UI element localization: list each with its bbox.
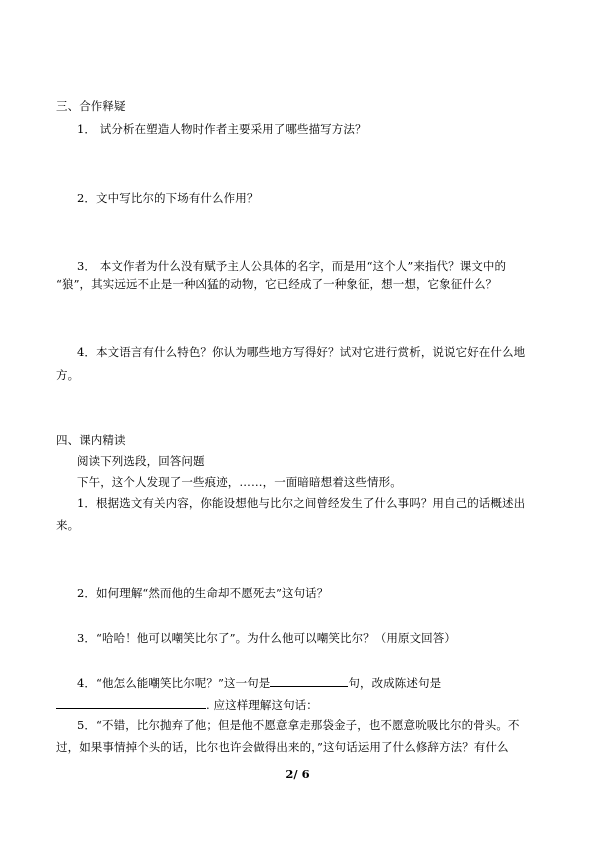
question-4-3: 3．“哈哈！他可以嘲笑比尔了”。为什么他可以嘲笑比尔？（用原文回答） xyxy=(77,631,456,645)
section-heading-4: 四、课内精读 xyxy=(56,433,126,447)
question-4-5-line2: 过，如果事情掉个头的话，比尔也许会做得出来的，”这句话运用了什么修辞方法？有什么 xyxy=(56,740,509,754)
question-4-1-line1: 1．根据选文有关内容，你能设想他与比尔之间曾经发生了什么事吗？用自己的话概述出 xyxy=(77,496,526,510)
question-4-4-line1 xyxy=(77,675,441,690)
question-4-4-line2 xyxy=(56,697,318,712)
question-4-4-text-b: 句，改成陈述句是 xyxy=(348,676,442,690)
question-3-2: 2．文中写比尔的下场有什么作用？ xyxy=(77,191,259,205)
answer-blank-declarative[interactable] xyxy=(56,697,206,709)
question-4-5-line1: 5．“不错，比尔抛弃了他；但是他不愿意拿走那袋金子，也不愿意吮吸比尔的骨头。不 xyxy=(77,718,520,732)
question-4-1-line2: 来。 xyxy=(56,518,80,532)
reading-instruction: 阅读下列选段，回答问题 xyxy=(77,454,205,468)
question-3-4-line2: 方。 xyxy=(56,368,80,382)
section-heading-3: 三、合作释疑 xyxy=(56,99,126,113)
page-number: 2/ 6 xyxy=(285,767,310,781)
question-3-3-line1: 3． 本文作者为什么没有赋予主人公具体的名字，而是用“这个人”来指代？课文中的 xyxy=(77,259,507,273)
answer-blank-sentence-type[interactable] xyxy=(270,675,348,687)
reading-excerpt: 下午，这个人发现了一些痕迹，……，一面暗暗想着这些情形。 xyxy=(77,475,402,489)
question-3-3-line2: “狼”，其实远远不止是一种凶猛的动物，它已经成了一种象征，想一想，它象征什么？ xyxy=(56,277,498,291)
question-3-4-line1: 4．本文语言有什么特色？你认为哪些地方写得好？试对它进行赏析，说说它好在什么地 xyxy=(77,345,526,359)
question-3-1: 1． 试分析在塑造人物时作者主要采用了哪些描写方法？ xyxy=(77,122,367,136)
question-4-4-text-a: 4．“他怎么能嘲笑比尔呢？”这一句是 xyxy=(77,676,271,690)
question-4-2: 2．如何理解“然而他的生命却不愿死去”这句话？ xyxy=(77,586,329,600)
question-4-4-text-c: . 应这样理解这句话： xyxy=(206,698,318,712)
